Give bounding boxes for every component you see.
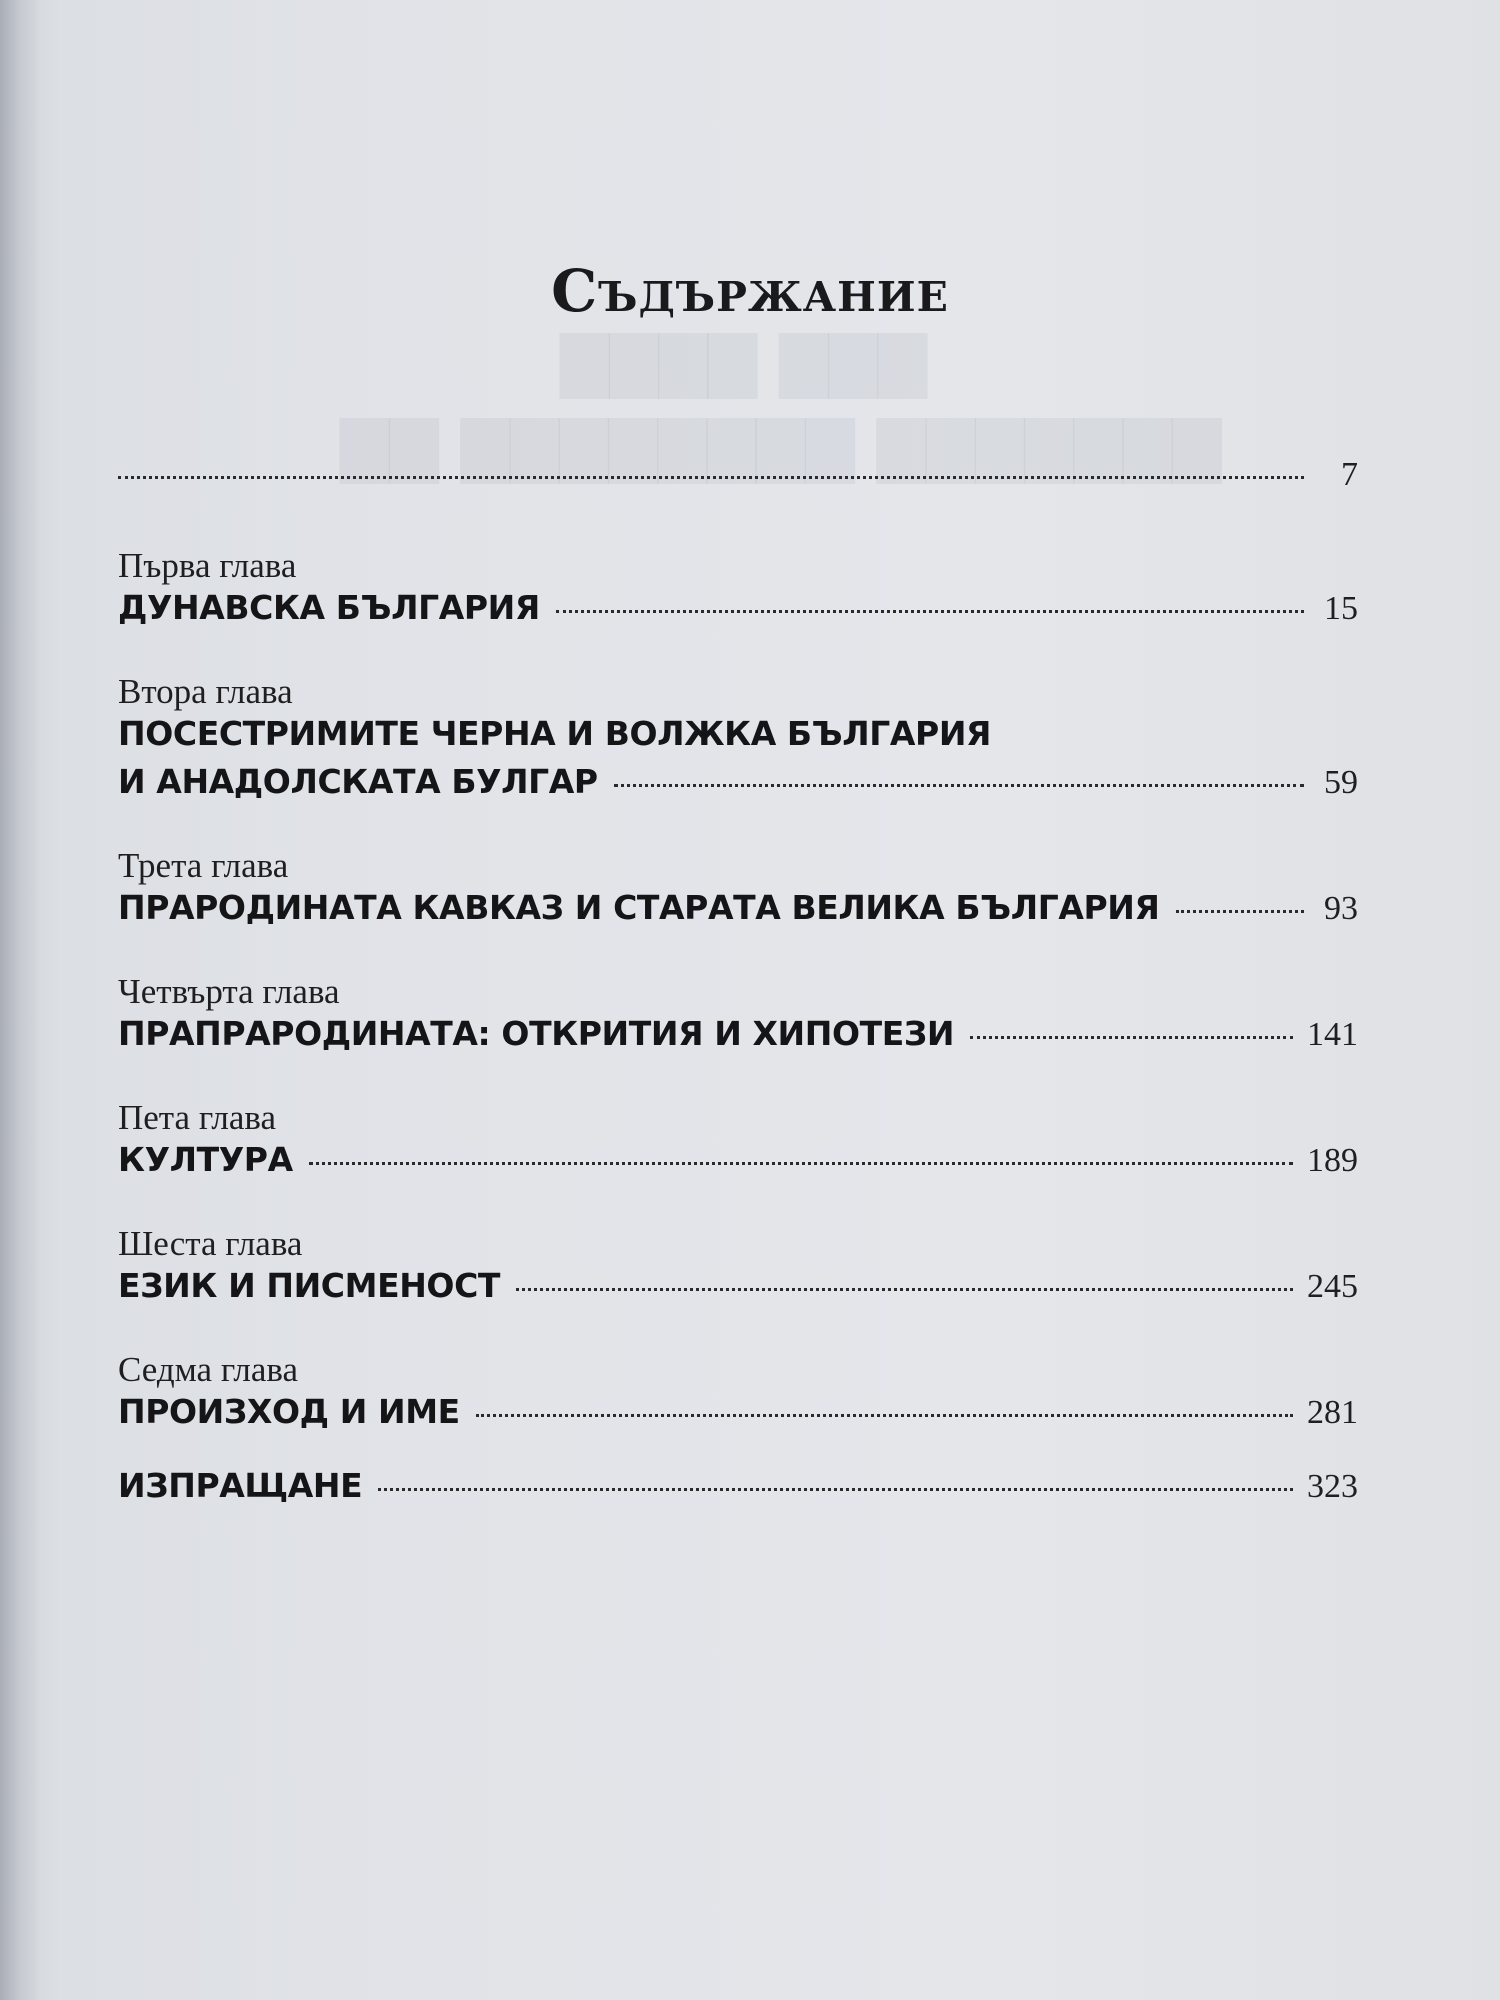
page-number: 7 bbox=[1341, 456, 1358, 493]
chapter-label: Първа глава bbox=[118, 546, 297, 585]
chapter-label: Шеста глава bbox=[118, 1224, 303, 1263]
dot-leader bbox=[378, 1488, 1293, 1491]
toc-entry-chapter-3[interactable] bbox=[118, 844, 1358, 936]
toc-line bbox=[118, 762, 1358, 810]
toc-entry-chapter-4[interactable] bbox=[118, 970, 1358, 1062]
toc-line bbox=[118, 1466, 1358, 1514]
dot-leader bbox=[970, 1036, 1293, 1039]
page-number: 15 bbox=[1324, 590, 1358, 627]
chapter-label: Втора глава bbox=[118, 672, 293, 711]
toc-entry-intro[interactable] bbox=[118, 456, 1358, 504]
chapter-title: ПРОИЗХОД И ИМЕ bbox=[118, 1392, 460, 1431]
dot-leader bbox=[476, 1414, 1293, 1417]
chapter-label: Пета глава bbox=[118, 1098, 276, 1137]
page-number: 281 bbox=[1307, 1394, 1358, 1431]
toc-line bbox=[118, 1266, 1358, 1314]
chapter-title: ДУНАВСКА БЪЛГАРИЯ bbox=[118, 588, 540, 627]
toc-entry-chapter-7[interactable] bbox=[118, 1348, 1358, 1440]
page-number: 323 bbox=[1307, 1468, 1358, 1505]
chapter-label: Трета глава bbox=[118, 846, 289, 885]
chapter-title: ПРАПРАРОДИНАТА: ОТКРИТИЯ И ХИПОТЕЗИ bbox=[118, 1014, 955, 1053]
toc-line bbox=[118, 888, 1358, 936]
toc-line bbox=[118, 1014, 1358, 1062]
chapter-title-continued: И АНАДОЛСКАТА БУЛГАР bbox=[118, 762, 598, 801]
page-title: Съдържание bbox=[551, 256, 949, 325]
toc-entry-chapter-1[interactable] bbox=[118, 544, 1358, 636]
dot-leader bbox=[1176, 910, 1304, 913]
page-number: 59 bbox=[1324, 764, 1358, 801]
page-number: 141 bbox=[1307, 1016, 1358, 1053]
toc-entry-closing[interactable] bbox=[118, 1466, 1358, 1514]
dot-leader bbox=[516, 1288, 1293, 1291]
toc-line bbox=[118, 1140, 1358, 1188]
chapter-title: ЕЗИК И ПИСМЕНОСТ bbox=[118, 1266, 501, 1305]
bleed-through-text: ▇▇ ▇▇▇▇▇▇▇▇ ▇▇▇▇▇▇▇ bbox=[340, 410, 1222, 484]
dot-leader bbox=[614, 784, 1304, 787]
toc-entry-chapter-6[interactable] bbox=[118, 1222, 1358, 1314]
chapter-title: ПОСЕСТРИМИТЕ ЧЕРНА И ВОЛЖКА БЪЛГАРИЯ bbox=[118, 714, 992, 753]
toc-entry-chapter-2[interactable] bbox=[118, 670, 1358, 810]
toc-line bbox=[118, 456, 1358, 504]
toc-line bbox=[118, 714, 1358, 762]
page-number: 93 bbox=[1324, 890, 1358, 927]
dot-leader bbox=[556, 610, 1304, 613]
page-number: 189 bbox=[1307, 1142, 1358, 1179]
dot-leader bbox=[118, 476, 1304, 479]
chapter-label: Четвърта глава bbox=[118, 972, 340, 1011]
bleed-through-text: ▇▇▇▇ ▇▇▇ bbox=[560, 325, 927, 399]
toc-line bbox=[118, 588, 1358, 636]
closing-title: ИЗПРАЩАНЕ bbox=[118, 1466, 363, 1505]
chapter-title: ПРАРОДИНАТА КАВКАЗ И СТАРАТА ВЕЛИКА БЪЛГАРИЯ bbox=[118, 888, 1160, 927]
chapter-label: Седма глава bbox=[118, 1350, 299, 1389]
table-of-contents bbox=[118, 456, 1358, 1514]
page-number: 245 bbox=[1307, 1268, 1358, 1305]
dot-leader bbox=[309, 1162, 1293, 1165]
toc-entry-chapter-5[interactable] bbox=[118, 1096, 1358, 1188]
chapter-title: КУЛТУРА bbox=[118, 1140, 293, 1179]
toc-line bbox=[118, 1392, 1358, 1440]
